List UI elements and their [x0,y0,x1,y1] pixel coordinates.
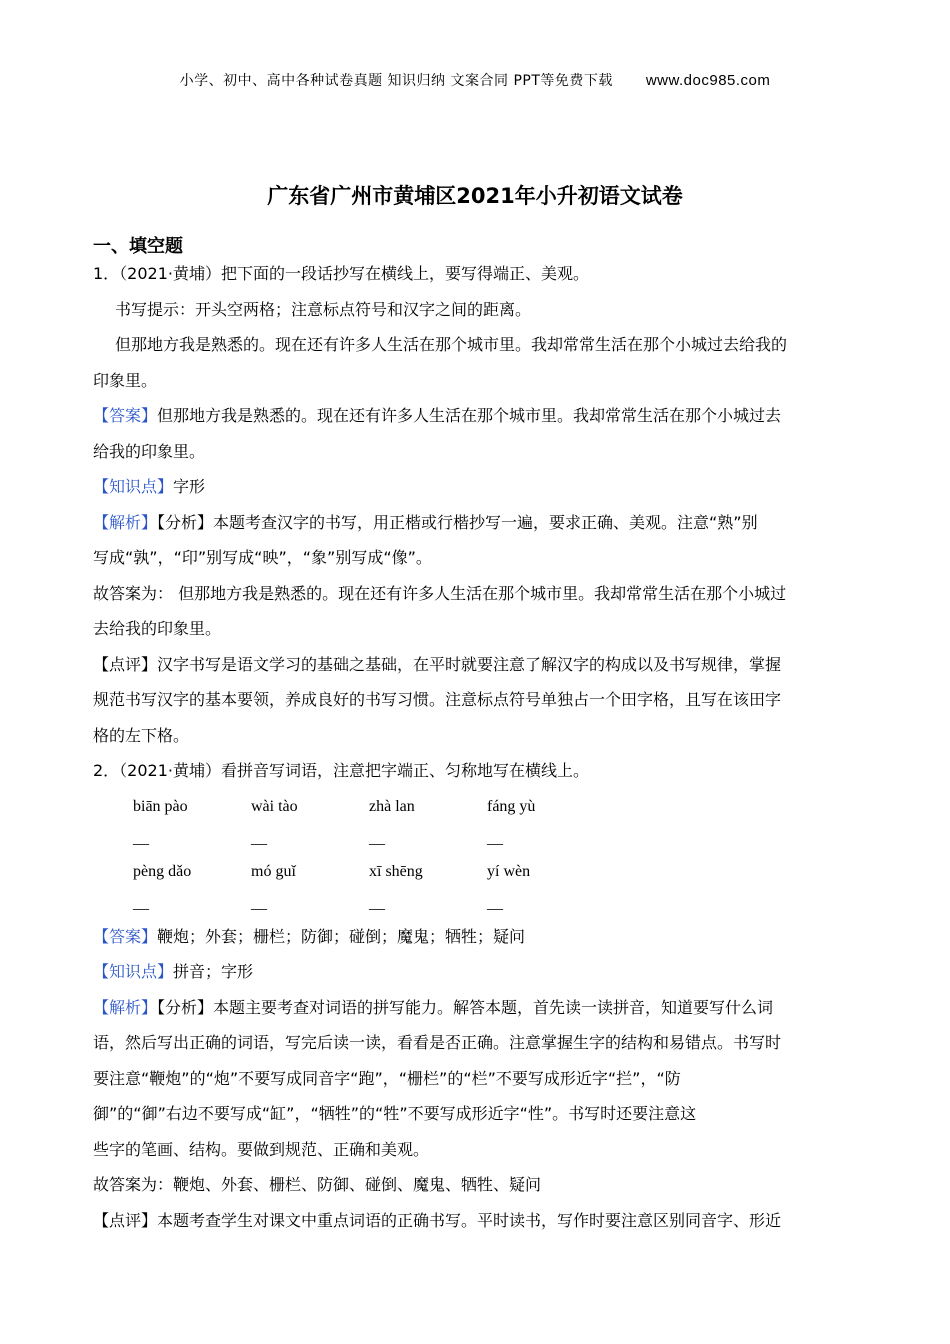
analysis-text: 【分析】本题考查汉字的书写，用正楷或行楷抄写一遍，要求正确、美观。注意“熟”别 [157,512,758,532]
header-text: 小学、初中、高中各种试卷真题 知识归纳 文案合同 PPT等免费下载 [179,73,613,89]
q1-comment [93,647,858,683]
analysis-tag: 【解析】 [93,512,158,532]
knowledge-point-tag: 【知识点】 [93,962,174,981]
comment-tag: 【点评】 [93,1210,158,1230]
answer-blank: __ [251,894,267,912]
q2-analysis [93,990,858,1026]
q1-final-answer-cont: 去给我的印象里。 [93,619,222,638]
q2-final-answer: 故答案为：鞭炮、外套、栅栏、防御、碰倒、魔鬼、牺牲、疑问 [93,1175,542,1194]
q1-comment-cont: 格的左下格。 [93,725,190,745]
pinyin-item: biān pào [133,797,188,815]
answer-text: 但那地方我是熟悉的。现在还有许多人生活在那个城市里。我却常常生活在那个小城过去 [157,406,782,425]
header-site-link[interactable]: www.doc985.com [645,72,771,89]
page-header [0,70,950,90]
pinyin-item: yí wèn [487,862,531,880]
pinyin-item: wài tào [251,797,298,815]
q2-stem: 2．（2021·黄埔）看拼音写词语，注意把字端正、匀称地写在横线上。 [93,761,589,780]
answer-tag: 【答案】 [93,406,158,425]
page-title: 广东省广州市黄埔区2021年小升初语文试卷 [267,184,683,208]
comment-text: 汉字书写是语文学习的基础之基础，在平时就要注意了解汉字的构成以及书写规律，掌握 [157,654,782,674]
q1-knowledge-point [93,469,858,505]
pinyin-item: mó guǐ [251,862,296,880]
knowledge-point-tag: 【知识点】 [93,477,174,496]
answer-blank: __ [487,894,503,912]
q1-stem: 1．（2021·黄埔）把下面的一段话抄写在横线上，要写得端正、美观。 [93,264,589,283]
knowledge-point-text: 拼音；字形 [173,962,254,981]
answer-text: 鞭炮；外套；栅栏；防御；碰倒；魔鬼；牺牲；疑问 [157,926,526,946]
answer-blank: __ [369,829,385,847]
answer-blank: __ [133,894,149,912]
pinyin-item: zhà lan [369,797,415,815]
q2-analysis-cont: 语，然后写出正确的词语，写完后读一读，看看是否正确。注意掌握生字的结构和易错点。书写时 [93,1033,782,1052]
pinyin-item: fáng yù [487,797,536,815]
answer-blank: __ [487,829,503,847]
answer-blank: __ [133,829,149,847]
comment-text: 本题考查学生对课文中重点词语的正确书写。平时读书，写作时要注意区别同音字、形近 [157,1210,782,1230]
section-heading: 一、填空题 [93,236,183,257]
q1-final-answer: 故答案为： 但那地方我是熟悉的。现在还有许多人生活在那个城市里。我却常常生活在那个小城过 [93,583,787,603]
pinyin-item: xī shēng [369,862,423,880]
q1-passage-line: 但那地方我是熟悉的。现在还有许多人生活在那个城市里。我却常常生活在那个小城过去给我的 [115,335,788,354]
q1-hint: 书写提示：开头空两格；注意标点符号和汉字之间的距离。 [115,299,532,319]
q2-answer [93,919,858,955]
q1-passage-line: 印象里。 [93,370,158,390]
answer-blank: __ [369,894,385,912]
answer-tag: 【答案】 [93,926,158,946]
q1-answer [93,398,858,434]
analysis-text: 【分析】本题主要考查对词语的拼写能力。解答本题，首先读一读拼音，知道要写什么词 [157,997,774,1017]
q2-analysis-cont: 要注意“鞭炮”的“炮”不要写成同音字“跑”，“栅栏”的“栏”不要写成形近字“拦”，“防 [93,1068,681,1088]
q1-comment-cont: 规范书写汉字的基本要领，养成良好的书写习惯。注意标点符号单独占一个田字格，且写在该田字 [93,690,782,709]
q2-analysis-cont: 些字的笔画、结构。要做到规范、正确和美观。 [93,1139,430,1159]
pinyin-grid [93,789,858,919]
knowledge-point-text: 字形 [173,477,206,496]
q1-analysis [93,505,858,541]
q2-analysis-cont: 御”的“御”右边不要写成“缸”，“牺牲”的“牲”不要写成形近字“性”。书写时还要注意这 [93,1104,697,1123]
analysis-tag: 【解析】 [93,997,158,1017]
q2-comment [93,1203,858,1239]
q2-knowledge-point [93,954,858,990]
q1-answer-cont: 给我的印象里。 [93,441,206,461]
pinyin-item: pèng dǎo [133,862,192,880]
question-content [93,256,858,1238]
answer-blank: __ [251,829,267,847]
q1-analysis-cont: 写成“孰”，“印”别写成“映”，“象”别写成“像”。 [93,548,432,567]
comment-tag: 【点评】 [93,654,158,674]
